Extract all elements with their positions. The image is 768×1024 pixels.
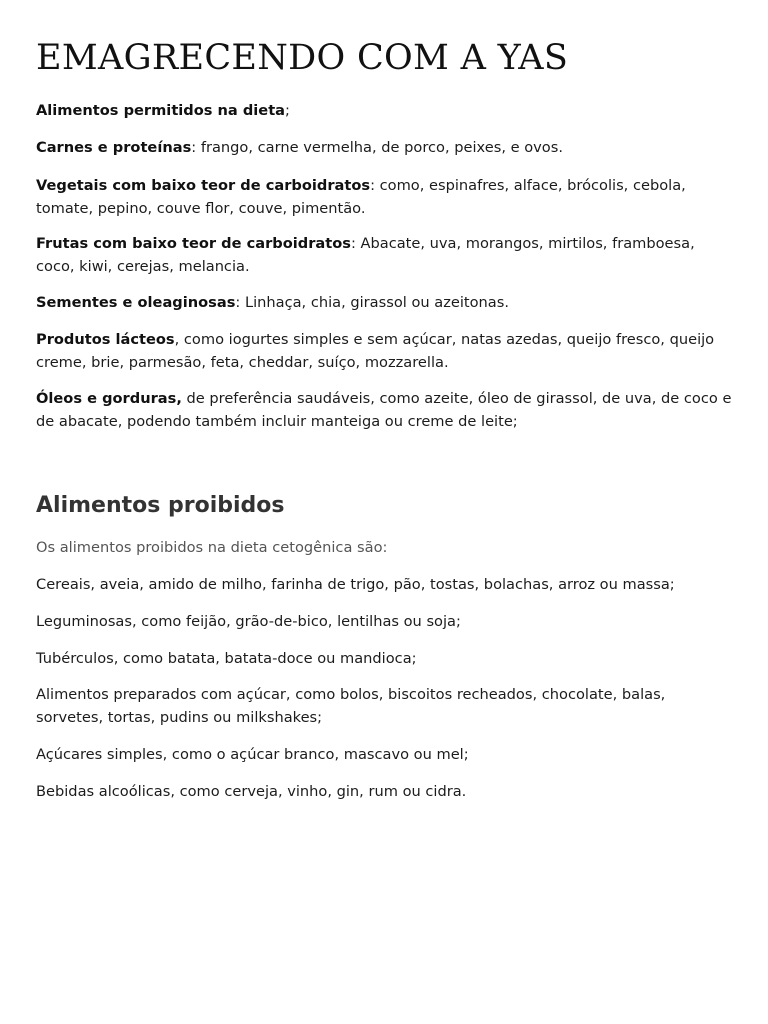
allowed-item-seeds: [36, 292, 736, 315]
allowed-item-fruits: [36, 233, 736, 278]
forbidden-item-cereals: Cereais, aveia, amido de milho, farinha de trigo, pão, tostas, bolachas, arroz ou massa;: [36, 576, 675, 593]
allowed-item-vegetables: [36, 175, 736, 220]
allowed-item-label: Sementes e oleaginosas: [36, 294, 236, 311]
forbidden-item-sugary-foods: Alimentos preparados com açúcar, como bolos, biscoitos recheados, chocolate, balas, sorvetes, tortas, pudins ou milkshakes;: [36, 686, 666, 726]
forbidden-foods-intro: Os alimentos proibidos na dieta cetogênica são:: [36, 539, 388, 556]
allowed-item-dairy: [36, 329, 736, 374]
allowed-item-meats: [36, 137, 736, 160]
page-title: EMAGRECENDO COM A YAS: [36, 38, 569, 78]
allowed-item-label: Frutas com baixo teor de carboidratos: [36, 235, 351, 252]
forbidden-item-legumes: Leguminosas, como feijão, grão-de-bico, lentilhas ou soja;: [36, 613, 461, 630]
forbidden-foods-heading: Alimentos proibidos: [36, 493, 285, 518]
allowed-item-label: Óleos e gorduras,: [36, 390, 182, 407]
allowed-item-oils: [36, 388, 736, 433]
forbidden-item-alcohol: Bebidas alcoólicas, como cerveja, vinho, gin, rum ou cidra.: [36, 783, 467, 800]
allowed-foods-heading-bold: Alimentos permitidos na dieta: [36, 102, 286, 119]
allowed-item-text: : frango, carne vermelha, de porco, peixes, e ovos.: [191, 139, 563, 156]
allowed-item-label: Produtos lácteos: [36, 331, 175, 348]
allowed-item-label: Vegetais com baixo teor de carboidratos: [36, 177, 371, 194]
allowed-item-text: : Abacate, uva, morangos, mirtilos, framboesa, coco, kiwi, cerejas, melancia.: [36, 235, 695, 275]
forbidden-item-simple-sugars: Açúcares simples, como o açúcar branco, mascavo ou mel;: [36, 746, 469, 763]
allowed-item-text: : como, espinafres, alface, brócolis, cebola, tomate, pepino, couve flor, couve, pimentão.: [36, 177, 686, 217]
allowed-item-text: , como iogurtes simples e sem açúcar, natas azedas, queijo fresco, queijo creme, brie, parmesão, feta, cheddar, suíço, mozzarella.: [36, 331, 715, 371]
allowed-foods-heading: [36, 100, 736, 123]
allowed-item-text: : Linhaça, chia, girassol ou azeitonas.: [235, 294, 509, 311]
allowed-foods-heading-rest: ;: [285, 102, 290, 119]
allowed-item-label: Carnes e proteínas: [36, 139, 192, 156]
forbidden-item-tubers: Tubérculos, como batata, batata-doce ou mandioca;: [36, 650, 417, 667]
allowed-item-text: de preferência saudáveis, como azeite, óleo de girassol, de uva, de coco e de abacate, podendo também incluir manteiga ou creme de leite;: [36, 390, 732, 430]
